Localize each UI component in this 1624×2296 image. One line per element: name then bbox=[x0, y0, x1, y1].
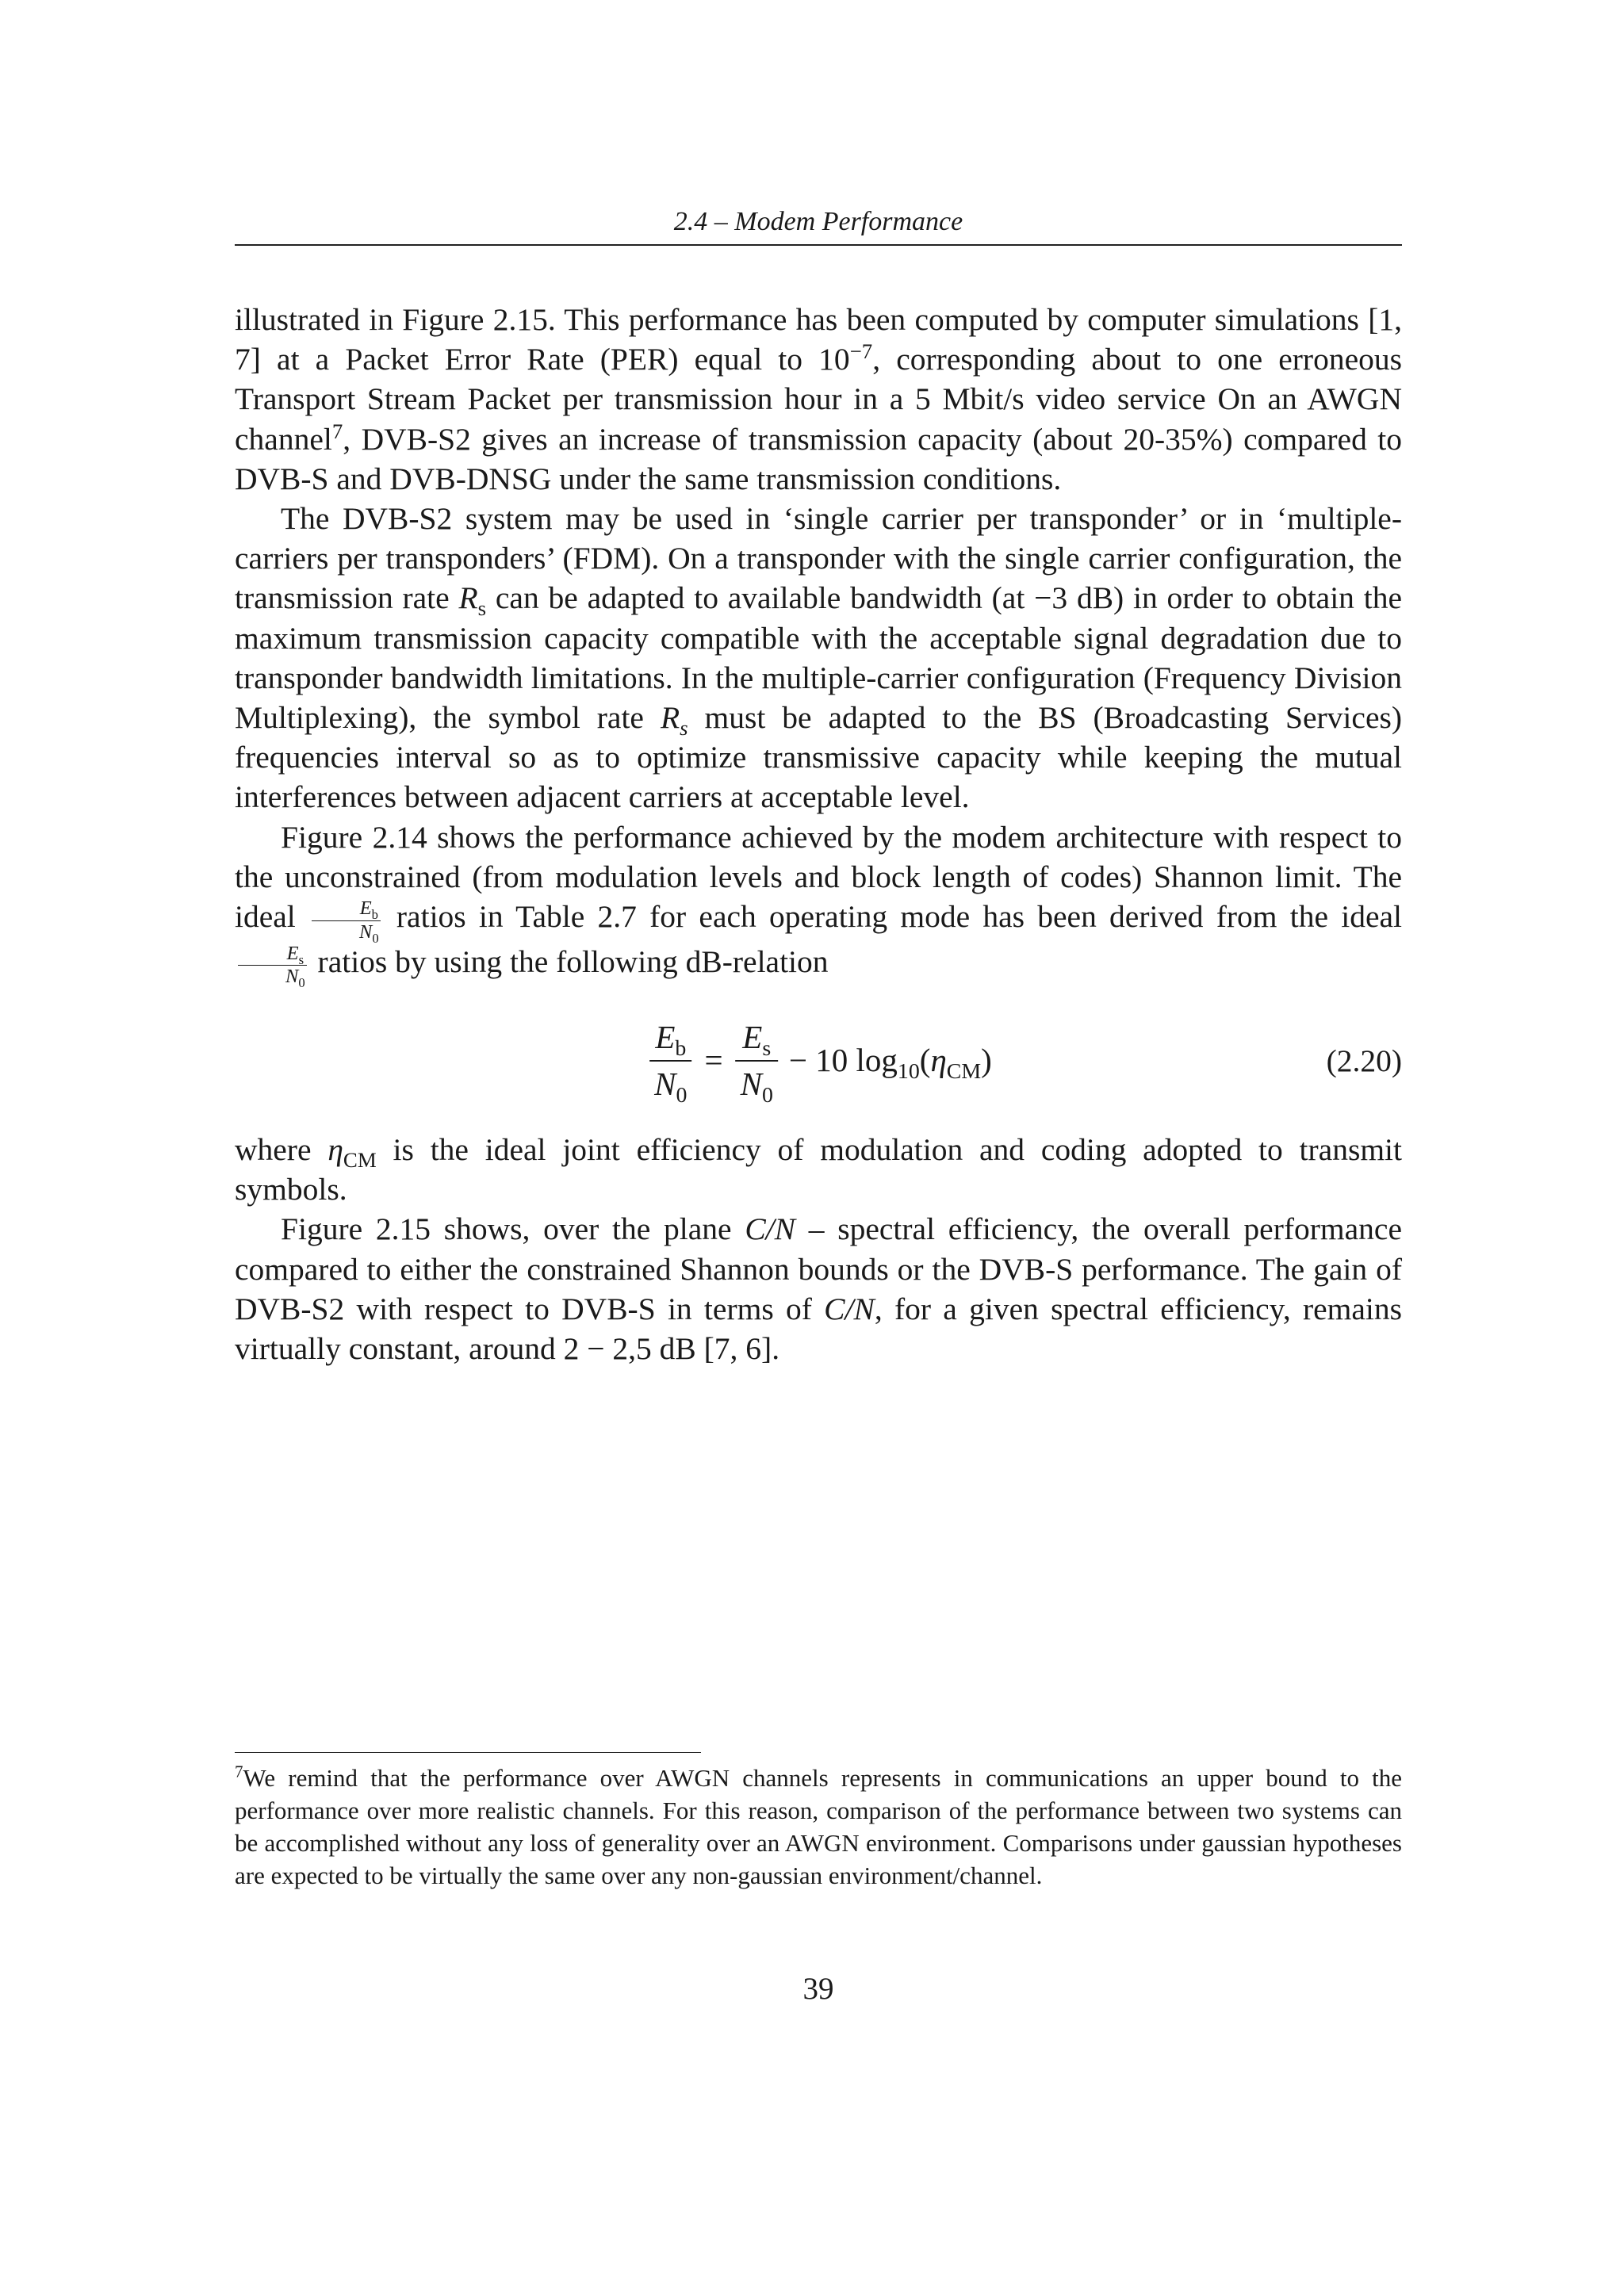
paragraph-3 bbox=[235, 817, 1402, 991]
footnote bbox=[235, 1762, 1402, 1892]
frac2-num: E bbox=[286, 942, 299, 964]
p3-text-a: Figure 2.14 shows the performance achieved by the modem architecture with respect to the unconstrained (from modulation levels and block length of codes) Shannon limit. The ideal bbox=[235, 819, 1402, 935]
frac2-num-sub: s bbox=[298, 951, 304, 967]
p5-text-a: Figure 2.15 shows, over the plane bbox=[281, 1211, 745, 1247]
p5-text-c: , for a given spectral efficiency, remains virtually constant, around 2 − 2,5 dB [7, 6]. bbox=[235, 1291, 1402, 1366]
rs-symbol-italic: R bbox=[660, 700, 680, 736]
p4-text-b: is the ideal joint efficiency of modulation and coding adopted to transmit symbols. bbox=[235, 1131, 1402, 1207]
es-over-n0 bbox=[736, 1018, 778, 1108]
frac1-den-sub: 0 bbox=[372, 930, 379, 946]
footnote-mark[interactable]: 7 bbox=[331, 419, 343, 443]
footnote-number: 7 bbox=[235, 1762, 243, 1781]
log-base: 10 bbox=[897, 1059, 920, 1085]
running-header bbox=[235, 203, 1402, 246]
frac1-den: N bbox=[359, 920, 373, 943]
cn-symbol-2: C/N bbox=[824, 1291, 875, 1326]
p1-text-b: , corresponding about to one erroneous Transport Stream Packet per transmission hour in a 5 Mbit/s video service On an AWGN channel bbox=[235, 342, 1402, 457]
footnote-7 bbox=[235, 1762, 1402, 1892]
paragraph-2 bbox=[235, 499, 1402, 817]
eta-symbol: η bbox=[930, 1042, 947, 1079]
eta-subscript: CM bbox=[946, 1059, 982, 1085]
equation-number: (2.20) bbox=[1326, 1043, 1402, 1078]
running-title: 2.4 – Modem Performance bbox=[673, 207, 963, 236]
frac1-num-sub: b bbox=[371, 906, 378, 922]
eb-n0-fraction bbox=[312, 897, 381, 946]
rs-symbol: R bbox=[458, 580, 478, 616]
minus-log: − 10 log bbox=[788, 1042, 898, 1079]
eq-lhs-den-sub: 0 bbox=[676, 1083, 688, 1108]
eq-rhs-den-sub: 0 bbox=[761, 1083, 773, 1108]
eta-inline-sub: CM bbox=[343, 1147, 377, 1172]
p2-text-b: can be adapted to available bandwidth (at −3 dB) in order to obtain the maximum transmission capacity compatible with the acceptable signal degradation due to transponder bandwidth limitations. In the multiple-carrier configuration (Frequency Division Multiplexing), the symbol rate bbox=[235, 580, 1402, 736]
eq-lhs-num: E bbox=[655, 1018, 676, 1055]
eq-rhs-num-sub: s bbox=[762, 1036, 772, 1062]
p1-text-c: , DVB-S2 gives an increase of transmission capacity (about 20-35%) compared to DVB-S and DVB-DNSG under the same transmission conditions. bbox=[235, 421, 1402, 496]
paragraph-1 bbox=[235, 300, 1402, 499]
p2-text-c: must be adapted to the BS (Broadcasting Services) frequencies interval so as to optimize transmissive capacity while keeping the mutual interferences between adjacent carriers at acceptable level. bbox=[235, 700, 1402, 815]
eb-over-n0 bbox=[649, 1018, 691, 1108]
equation-2-20 bbox=[235, 1001, 1402, 1120]
eq-lhs-den: N bbox=[654, 1065, 676, 1102]
paragraph-4 bbox=[235, 1130, 1402, 1209]
eq-lhs-num-sub: b bbox=[675, 1036, 687, 1062]
per-exponent: −7 bbox=[849, 339, 873, 364]
paren-open: ( bbox=[919, 1042, 931, 1079]
cn-symbol: C/N bbox=[745, 1211, 795, 1247]
p1-text-a: illustrated in Figure 2.15. This performance has been computed by computer simulations [1, 7] at a Packet Error Rate (PER) equal to 10 bbox=[235, 302, 1402, 377]
p5-text-b: – spectral efficiency, the overall performance compared to either the constrained Shannon bounds or the DVB-S performance. The gain of DVB-S2 with respect to DVB-S in terms of bbox=[235, 1211, 1402, 1326]
equals-sign: = bbox=[704, 1042, 723, 1079]
eq-rhs-num: E bbox=[742, 1018, 763, 1055]
paren-close: ) bbox=[981, 1042, 992, 1079]
p3-text-c: ratios by using the following dB-relation bbox=[309, 944, 829, 979]
footnote-text: We remind that the performance over AWGN channels represents in communications an upper bound to the performance over more realistic channels. For this reason, comparison of the performance between two systems can be accomplished without any loss of generality over an AWGN environment. Comparisons under gaussian hypotheses are expected to be virtually the same over any non-gaussian environment/channel. bbox=[235, 1764, 1402, 1889]
paragraph-5 bbox=[235, 1209, 1402, 1368]
p4-text-a: where bbox=[235, 1131, 328, 1167]
frac2-den: N bbox=[285, 966, 299, 988]
p3-text-b: ratios in Table 2.7 for each operating mode has been derived from the ideal bbox=[383, 899, 1402, 935]
es-n0-fraction bbox=[238, 942, 307, 991]
rs-subscript: s bbox=[477, 596, 487, 621]
log-term bbox=[788, 1042, 992, 1085]
frac2-den-sub: 0 bbox=[298, 975, 305, 991]
rs-subscript-italic: s bbox=[680, 715, 688, 740]
eq-rhs-den: N bbox=[740, 1065, 762, 1102]
eta-inline: η bbox=[327, 1131, 343, 1167]
equation-body bbox=[645, 1001, 992, 1120]
frac1-num: E bbox=[359, 897, 372, 920]
p2-text-a: The DVB-S2 system may be used in ‘single carrier per transponder’ or in ‘multiple-carriers per transponders’ (FDM). On a transponder with the single carrier configuration, the transmission rate bbox=[235, 501, 1402, 616]
main-text bbox=[235, 300, 1402, 1368]
footnote-divider bbox=[235, 1752, 701, 1753]
page-number: 39 bbox=[802, 1972, 834, 2006]
